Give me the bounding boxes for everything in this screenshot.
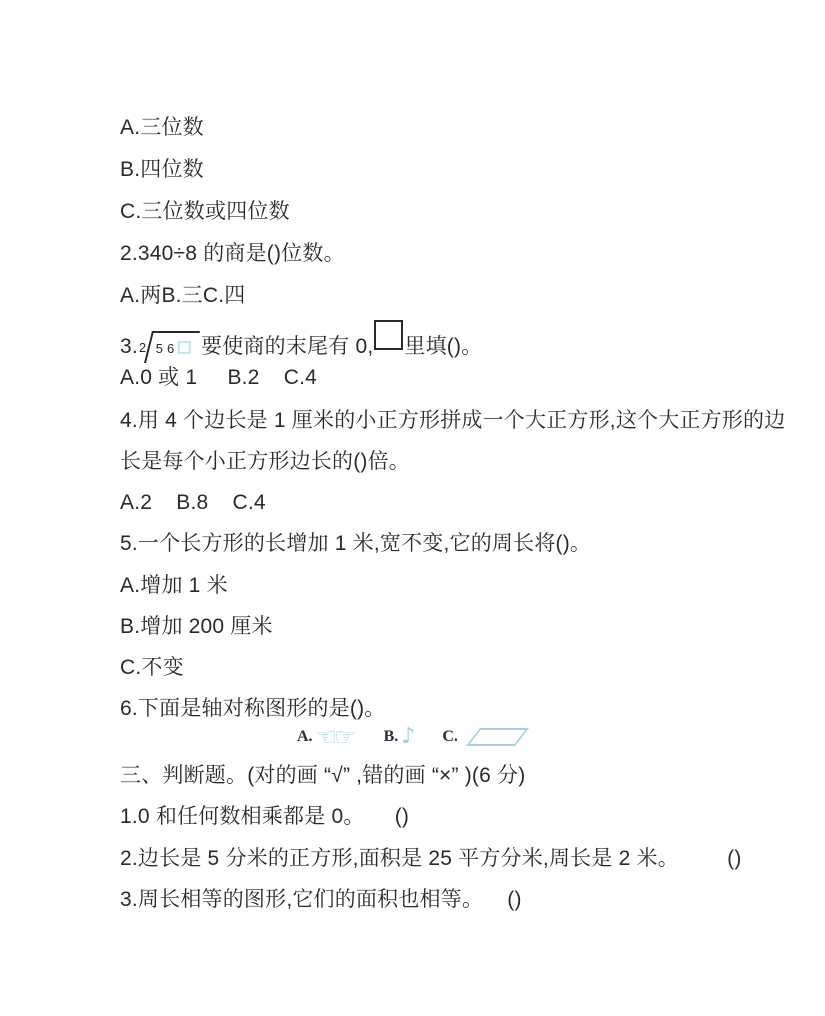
judgement-item-1: 1.0 和任何数相乘都是 0。 (): [120, 805, 410, 828]
q2-text: 2.340÷8 的商是()位数。: [120, 242, 345, 265]
q5-option-b: B.增加 200 厘米: [120, 615, 273, 638]
q1-option-b: B.四位数: [120, 158, 204, 181]
division-dividend: 5 6: [156, 341, 175, 356]
choice-c-label: C.: [442, 728, 458, 745]
q4-text-line2: 长是每个小正方形边长的()倍。: [120, 450, 410, 473]
parallelogram-icon: [466, 728, 529, 746]
fill-blank-box: [374, 320, 403, 350]
q3-line: [120, 320, 482, 363]
division-divisor: 2: [138, 340, 147, 355]
judgement-item-2: 2.边长是 5 分米的正方形,面积是 25 平方分米,周长是 2 米。 (): [120, 847, 742, 870]
q6-text: 6.下面是轴对称图形的是()。: [120, 697, 386, 720]
q1-option-a: A.三位数: [120, 116, 204, 139]
q4-text-line1: 4.用 4 个边长是 1 厘米的小正方形拼成一个大正方形,这个大正方形的边: [120, 409, 786, 432]
music-note-icon: ♪: [401, 724, 416, 749]
q3-text-tail: 里填()。: [404, 335, 483, 358]
q6-choice-images: [297, 720, 530, 754]
q3-text: 要使商的末尾有 0,: [201, 335, 374, 358]
pointing-hands-icon: ☜☞: [315, 723, 353, 751]
q2-options: A.两B.三C.四: [120, 284, 246, 307]
q4-options: A.2 B.8 C.4: [120, 491, 266, 514]
q5-option-a: A.增加 1 米: [120, 574, 228, 597]
division-blank-box: [178, 341, 191, 354]
choice-b-label: B.: [383, 728, 399, 745]
q1-option-c: C.三位数或四位数: [120, 200, 290, 223]
judgement-item-3: 3.周长相等的图形,它们的面积也相等。 (): [120, 888, 522, 911]
choice-a-label: A.: [297, 728, 313, 745]
q5-option-c: C.不变: [120, 656, 184, 679]
q3-options: A.0 或 1 B.2 C.4: [120, 366, 317, 389]
q5-text: 5.一个长方形的长增加 1 米,宽不变,它的周长将()。: [120, 532, 592, 555]
section3-heading: 三、判断题。(对的画 “√” ,错的画 “×” )(6 分): [120, 764, 526, 787]
division-vinculum: [144, 331, 200, 363]
long-division-icon: [139, 331, 196, 363]
q3-number: 3.: [120, 335, 138, 358]
